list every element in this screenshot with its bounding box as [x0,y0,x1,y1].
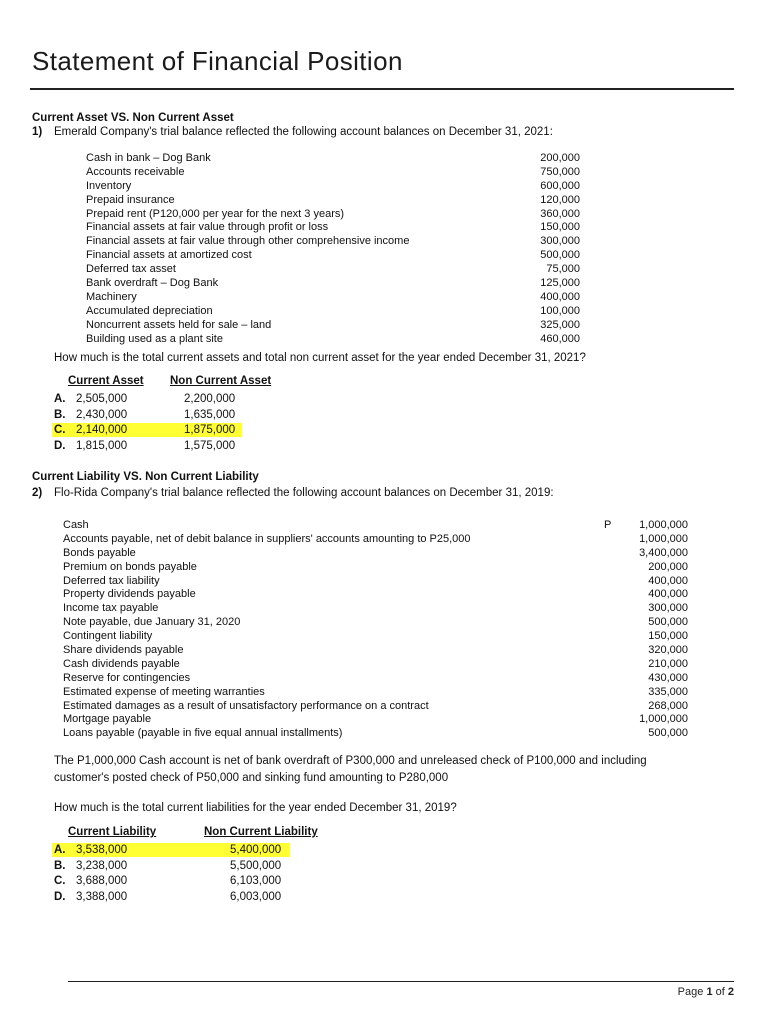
account-amount: 120,000 [540,193,580,206]
answer-option [54,873,354,889]
currency-symbol [604,672,626,686]
answer-option [54,889,354,905]
answer-letter: C. [54,875,66,888]
account-name: Building used as a plant site [86,332,223,345]
question-2 [32,487,554,499]
answer-column-noncurrent-asset: Non Current Asset [170,375,272,387]
account-amount: 1,000,000 [639,532,688,545]
account-amount: 268,000 [648,699,688,712]
account-name: Cash in bank – Dog Bank [86,152,211,164]
account-row [86,305,580,319]
currency-symbol [604,713,626,727]
section1-answer-choices [54,375,314,457]
account-name: Note payable, due January 31, 2020 [63,616,241,629]
account-amount: 500,000 [540,249,580,262]
account-row [63,658,688,672]
currency-symbol [604,575,626,589]
account-name: Financial assets at fair value through other comprehensive income [86,235,410,248]
account-name: Premium on bonds payable [63,560,197,573]
account-amount: 100,000 [540,304,580,317]
account-row [63,630,688,644]
account-name: Prepaid insurance [86,193,175,206]
account-amount: 150,000 [540,221,580,234]
page-number [678,986,734,998]
account-name: Accounts receivable [86,165,185,178]
account-row [63,547,688,561]
currency-symbol [604,588,626,602]
answer-value-noncurrent: 6,103,000 [230,875,282,888]
account-amount: 75,000 [546,263,580,276]
account-name: Estimated damages as a result of unsatisfactory performance on a contract [63,699,429,712]
currency-symbol [604,644,626,658]
currency-symbol [604,533,626,547]
account-amount: 200,000 [540,152,580,164]
currency-symbol [604,658,626,672]
account-amount: 460,000 [540,332,580,345]
answer-option [54,858,354,874]
account-amount: 750,000 [540,165,580,178]
account-row [63,533,688,547]
account-name: Contingent liability [63,630,153,643]
question-2-followup: How much is the total current liabilities for the year ended December 31, 2019? [54,802,457,814]
answer-option [54,391,314,407]
account-amount: 600,000 [540,179,580,192]
answer-letter: D. [54,890,66,903]
account-row [86,180,580,194]
account-name: Income tax payable [63,602,159,615]
account-name: Financial assets at fair value through profit or loss [86,221,329,234]
answer-letter: C. [54,424,66,437]
account-name: Reserve for contingencies [63,671,191,684]
question-2-text: Flo-Rida Company's trial balance reflected the following account balances on December 31, 2019: [54,487,554,499]
currency-symbol [604,547,626,561]
account-amount: 335,000 [648,685,688,698]
account-row [86,319,580,333]
account-amount: 400,000 [540,290,580,303]
account-amount: 3,400,000 [639,546,688,559]
footer-divider [68,981,734,982]
answer-value-current: 3,238,000 [76,859,128,872]
account-name: Estimated expense of meeting warranties [63,685,265,698]
answer-option [54,438,314,454]
currency-symbol [604,727,626,741]
account-row [63,700,688,714]
account-name: Share dividends payable [63,644,184,657]
answer-column-current-liability: Current Liability [68,826,157,838]
question-1-followup: How much is the total current assets and total non current asset for the year ended December 31, 2021? [54,352,586,364]
account-name: Financial assets at amortized cost [86,249,252,262]
account-name: Bank overdraft – Dog Bank [86,277,219,290]
page-title: Statement of Financial Position [32,46,403,76]
answer-column-current-asset: Current Asset [68,375,144,387]
account-row [86,333,580,347]
answer-column-noncurrent-liability: Non Current Liability [204,826,318,838]
answer-value-current: 2,430,000 [76,408,128,421]
account-amount: 500,000 [648,727,688,740]
answer-value-noncurrent: 1,575,000 [184,439,236,452]
account-name: Mortgage payable [63,713,152,726]
account-row [63,588,688,602]
answer-value-current: 3,688,000 [76,875,128,888]
account-name: Loans payable (payable in five equal annual installments) [63,727,343,740]
account-row [63,713,688,727]
answer-value-current: 2,140,000 [76,424,128,437]
answer-letter: D. [54,439,66,452]
account-name: Property dividends payable [63,588,196,601]
account-row [86,263,580,277]
account-row [86,291,580,305]
section2-heading: Current Liability VS. Non Current Liability [32,471,259,483]
answer-value-noncurrent: 5,500,000 [230,859,282,872]
answer-value-current: 3,388,000 [76,890,128,903]
account-name: Prepaid rent (P120,000 per year for the next 3 years) [86,207,345,220]
account-row [63,575,688,589]
answer-value-current: 2,505,000 [76,393,128,405]
question-1-number: 1) [32,126,43,138]
account-amount: 150,000 [648,630,688,643]
cash-account-note: The P1,000,000 Cash account is net of bank overdraft of P300,000 and unreleased check of P100,000 and including customer's posted check of P50,000 and sinking fund amounting to P280,000 [54,755,647,784]
account-row [63,602,688,616]
account-row [86,208,580,222]
currency-symbol [604,700,626,714]
answer-value-noncurrent: 5,400,000 [230,844,282,856]
answer-option [54,407,314,423]
answer-option [54,842,354,858]
account-amount: 210,000 [648,657,688,670]
account-name: Bonds payable [63,546,136,559]
answer-letter: A. [54,393,66,405]
account-row [86,221,580,235]
question-2-number: 2) [32,487,43,499]
account-amount: 325,000 [540,318,580,331]
account-row [63,727,688,741]
answer-value-noncurrent: 1,875,000 [184,424,236,437]
answer-letter: A. [54,844,66,856]
currency-symbol [604,686,626,700]
account-row [63,561,688,575]
account-name: Cash dividends payable [63,657,180,670]
account-row [63,686,688,700]
account-amount: 500,000 [648,616,688,629]
account-name: Accounts payable, net of debit balance in suppliers' accounts amounting to P25,000 [63,532,471,545]
account-row [63,519,688,533]
account-name: Noncurrent assets held for sale – land [86,318,272,331]
title-divider [30,88,734,90]
account-row [63,616,688,630]
answer-option [54,422,314,438]
answer-letter: B. [54,859,66,872]
account-name: Machinery [86,290,137,303]
page-current: 1 [706,986,713,998]
account-amount: 320,000 [648,644,688,657]
page-label: Page [677,986,704,998]
account-name: Cash [63,519,89,531]
account-name: Accumulated depreciation [86,304,213,317]
account-row [86,166,580,180]
answer-value-noncurrent: 6,003,000 [230,890,282,903]
account-amount: 360,000 [540,207,580,220]
account-row [86,194,580,208]
answer-value-noncurrent: 2,200,000 [184,393,236,405]
section2-account-list [63,519,688,741]
account-row [63,644,688,658]
account-name: Inventory [86,179,132,192]
account-row [86,235,580,249]
account-amount: 430,000 [648,671,688,684]
section1-account-list [86,152,580,346]
account-amount: 400,000 [648,588,688,601]
answer-value-noncurrent: 1,635,000 [184,408,236,421]
account-row [86,249,580,263]
answer-letter: B. [54,408,66,421]
currency-symbol [604,630,626,644]
account-name: Deferred tax asset [86,263,176,276]
account-amount: 1,000,000 [639,519,688,531]
account-amount: 400,000 [648,574,688,587]
answer-value-current: 1,815,000 [76,439,128,452]
page-total: 2 [727,986,734,998]
section2-answer-choices [54,826,354,908]
currency-symbol [604,616,626,630]
account-row [86,277,580,291]
page-of-label: of [715,986,725,998]
currency-symbol: P [604,519,612,531]
account-row [63,672,688,686]
currency-symbol [604,602,626,616]
account-name: Deferred tax liability [63,574,160,587]
question-1 [32,126,553,138]
question-1-text: Emerald Company's trial balance reflected the following account balances on December 31, 2021: [54,126,553,138]
answer-value-current: 3,538,000 [76,844,128,856]
account-amount: 125,000 [540,277,580,290]
account-row [86,152,580,166]
account-amount: 300,000 [648,602,688,615]
currency-symbol [604,561,626,575]
section1-heading: Current Asset VS. Non Current Asset [32,112,234,124]
account-amount: 1,000,000 [639,713,688,726]
account-amount: 200,000 [648,560,688,573]
account-amount: 300,000 [540,235,580,248]
